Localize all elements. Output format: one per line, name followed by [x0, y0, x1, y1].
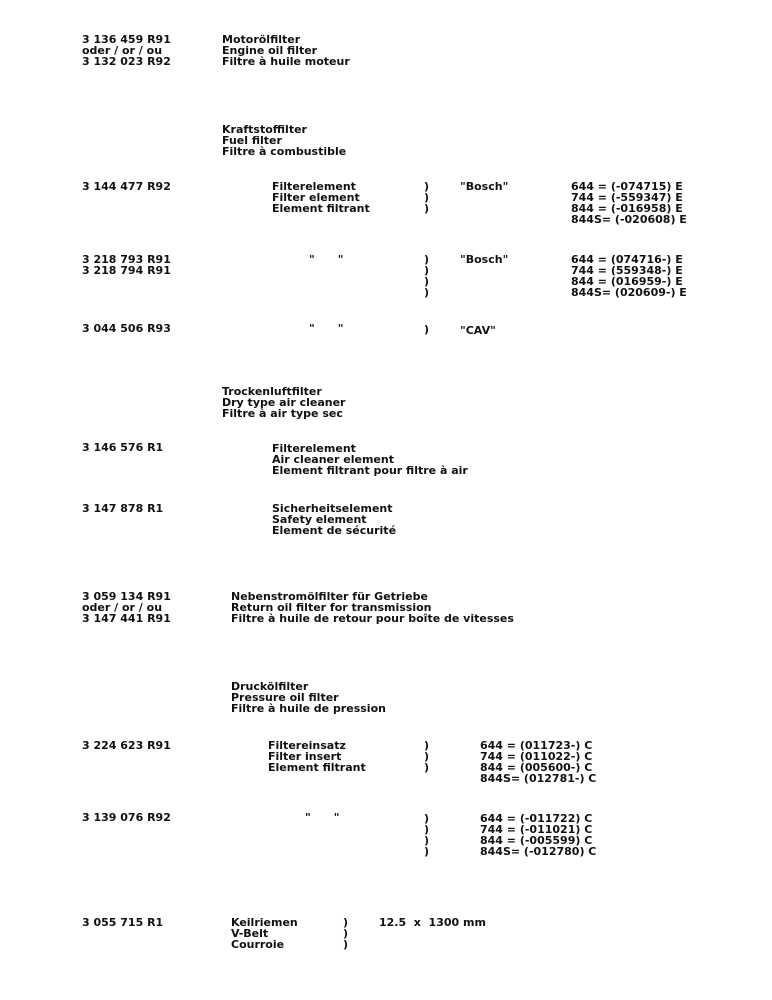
- serial-range: 744 = (011022-) C: [480, 750, 593, 763]
- desc-de: Filterelement: [272, 180, 356, 193]
- name-fr: Courroie: [231, 938, 285, 951]
- return-oil-filter-names: [231, 591, 514, 624]
- name-fr: Filtre à huile de retour pour boîte de vitesses: [231, 612, 514, 625]
- part-number: 3 147 441 R91: [82, 612, 171, 625]
- bracket: [424, 740, 429, 773]
- part-number: 3 144 477 R92: [82, 180, 171, 193]
- bracket: [424, 254, 429, 298]
- desc-fr: Element filtrant: [272, 202, 370, 215]
- bracket: [424, 813, 429, 857]
- part-number: 3 147 878 R1: [82, 502, 164, 515]
- desc-fr: Element filtrant pour filtre à air: [272, 464, 468, 477]
- bracket-mark: ): [424, 180, 430, 193]
- serial-range: 644 = (-011722) C: [480, 812, 593, 825]
- bracket-mark: ): [424, 845, 430, 858]
- part-number: 3 044 506 R93: [82, 322, 171, 335]
- serial-range: 744 = (-011021) C: [480, 823, 593, 836]
- bracket-mark: ): [424, 253, 430, 266]
- ditto-mark: " ": [309, 322, 344, 335]
- air-cleaner-element-desc: [272, 443, 468, 476]
- heading-fr: Filtre à huile de pression: [231, 702, 386, 715]
- part-number: 3 055 715 R1: [82, 916, 164, 929]
- desc-de: Sicherheitselement: [272, 502, 393, 515]
- part-number: 3 218 793 R91: [82, 253, 171, 266]
- name-de: Keilriemen: [231, 916, 298, 929]
- name-en: Return oil filter for transmission: [231, 601, 432, 614]
- safety-element-desc: [272, 503, 396, 536]
- desc-en: Filter element: [272, 191, 360, 204]
- serial-range: 844S= (012781-) C: [480, 772, 597, 785]
- part-number: 3 146 576 R1: [82, 441, 164, 454]
- brand: "Bosch": [460, 180, 509, 193]
- name-de: Nebenstromölfilter für Getriebe: [231, 590, 428, 603]
- name-en: V-Belt: [231, 927, 269, 940]
- bracket-mark: ): [343, 916, 349, 929]
- bracket-mark: ): [424, 834, 430, 847]
- serial-range: 844S= (-020608) E: [571, 213, 687, 226]
- name-en: Engine oil filter: [222, 44, 318, 57]
- heading-de: Druckölfilter: [231, 680, 309, 693]
- heading-de: Trockenluftfilter: [222, 385, 322, 398]
- fuel-filter-part-numbers: [82, 254, 171, 276]
- desc-fr: Element de sécurité: [272, 524, 397, 537]
- part-number: 3 139 076 R92: [82, 811, 171, 824]
- bracket-mark: ): [424, 275, 430, 288]
- desc-en: Safety element: [272, 513, 367, 526]
- desc-fr: Element filtrant: [268, 761, 366, 774]
- ditto-mark: " ": [305, 811, 340, 824]
- serial-range: 744 = (-559347) E: [571, 191, 683, 204]
- bracket-mark: ): [424, 286, 430, 299]
- bracket-mark: ): [424, 191, 430, 204]
- heading-en: Fuel filter: [222, 134, 282, 147]
- serial-range: 644 = (011723-) C: [480, 739, 593, 752]
- desc-en: Air cleaner element: [272, 453, 394, 466]
- desc-de: Filterelement: [272, 442, 356, 455]
- filter-insert-desc: [268, 740, 366, 773]
- heading-fr: Filtre à air type sec: [222, 407, 343, 420]
- bracket-mark: ): [424, 750, 430, 763]
- serial-range: 844S= (-012780) C: [480, 845, 597, 858]
- brand: "Bosch": [460, 253, 509, 266]
- part-number: 3 218 794 R91: [82, 264, 171, 277]
- bracket: [343, 917, 348, 950]
- part-number: 3 059 134 R91: [82, 590, 171, 603]
- name-de: Motorölfilter: [222, 33, 301, 46]
- air-cleaner-heading: [222, 386, 346, 419]
- heading-de: Kraftstoffilter: [222, 123, 307, 136]
- bracket-mark: ): [343, 927, 349, 940]
- desc-de: Filtereinsatz: [268, 739, 346, 752]
- heading-en: Dry type air cleaner: [222, 396, 346, 409]
- serial-range: 844 = (-016958) E: [571, 202, 683, 215]
- serial-ranges: [571, 181, 687, 225]
- bracket: [424, 181, 429, 214]
- serial-range: 644 = (-074715) E: [571, 180, 683, 193]
- bracket-mark: ): [343, 938, 349, 951]
- v-belt-names: [231, 917, 298, 950]
- part-number: 3 132 023 R92: [82, 55, 171, 68]
- serial-range: 844 = (016959-) E: [571, 275, 683, 288]
- or-separator: oder / or / ou: [82, 44, 163, 57]
- serial-ranges: [480, 813, 596, 857]
- serial-ranges: [480, 740, 596, 784]
- bracket-mark: ): [424, 823, 430, 836]
- bracket-mark: ): [424, 202, 430, 215]
- bracket-mark: ): [424, 323, 430, 336]
- serial-range: 844 = (-005599) C: [480, 834, 593, 847]
- heading-en: Pressure oil filter: [231, 691, 339, 704]
- bracket-mark: ): [424, 739, 430, 752]
- serial-range: 644 = (074716-) E: [571, 253, 683, 266]
- ditto-mark: " ": [309, 253, 344, 266]
- name-fr: Filtre à huile moteur: [222, 55, 350, 68]
- serial-range: 844S= (020609-) E: [571, 286, 687, 299]
- serial-range: 844 = (005600-) C: [480, 761, 593, 774]
- bracket-mark: ): [424, 761, 430, 774]
- desc-en: Filter insert: [268, 750, 342, 763]
- return-oil-filter-part-numbers: [82, 591, 171, 624]
- or-separator: oder / or / ou: [82, 601, 163, 614]
- oil-filter-part-numbers: [82, 34, 171, 67]
- serial-ranges: [571, 254, 687, 298]
- belt-size: 12.5 x 1300 mm: [379, 916, 486, 929]
- pressure-oil-filter-heading: [231, 681, 386, 714]
- bracket-mark: ): [424, 812, 430, 825]
- oil-filter-names: [222, 34, 350, 67]
- part-number: 3 224 623 R91: [82, 739, 171, 752]
- part-number: 3 136 459 R91: [82, 33, 171, 46]
- fuel-filter-element-desc: [272, 181, 370, 214]
- fuel-filter-heading: [222, 124, 346, 157]
- bracket-mark: ): [424, 264, 430, 277]
- brand: "CAV": [460, 324, 496, 337]
- serial-range: 744 = (559348-) E: [571, 264, 683, 277]
- heading-fr: Filtre à combustible: [222, 145, 347, 158]
